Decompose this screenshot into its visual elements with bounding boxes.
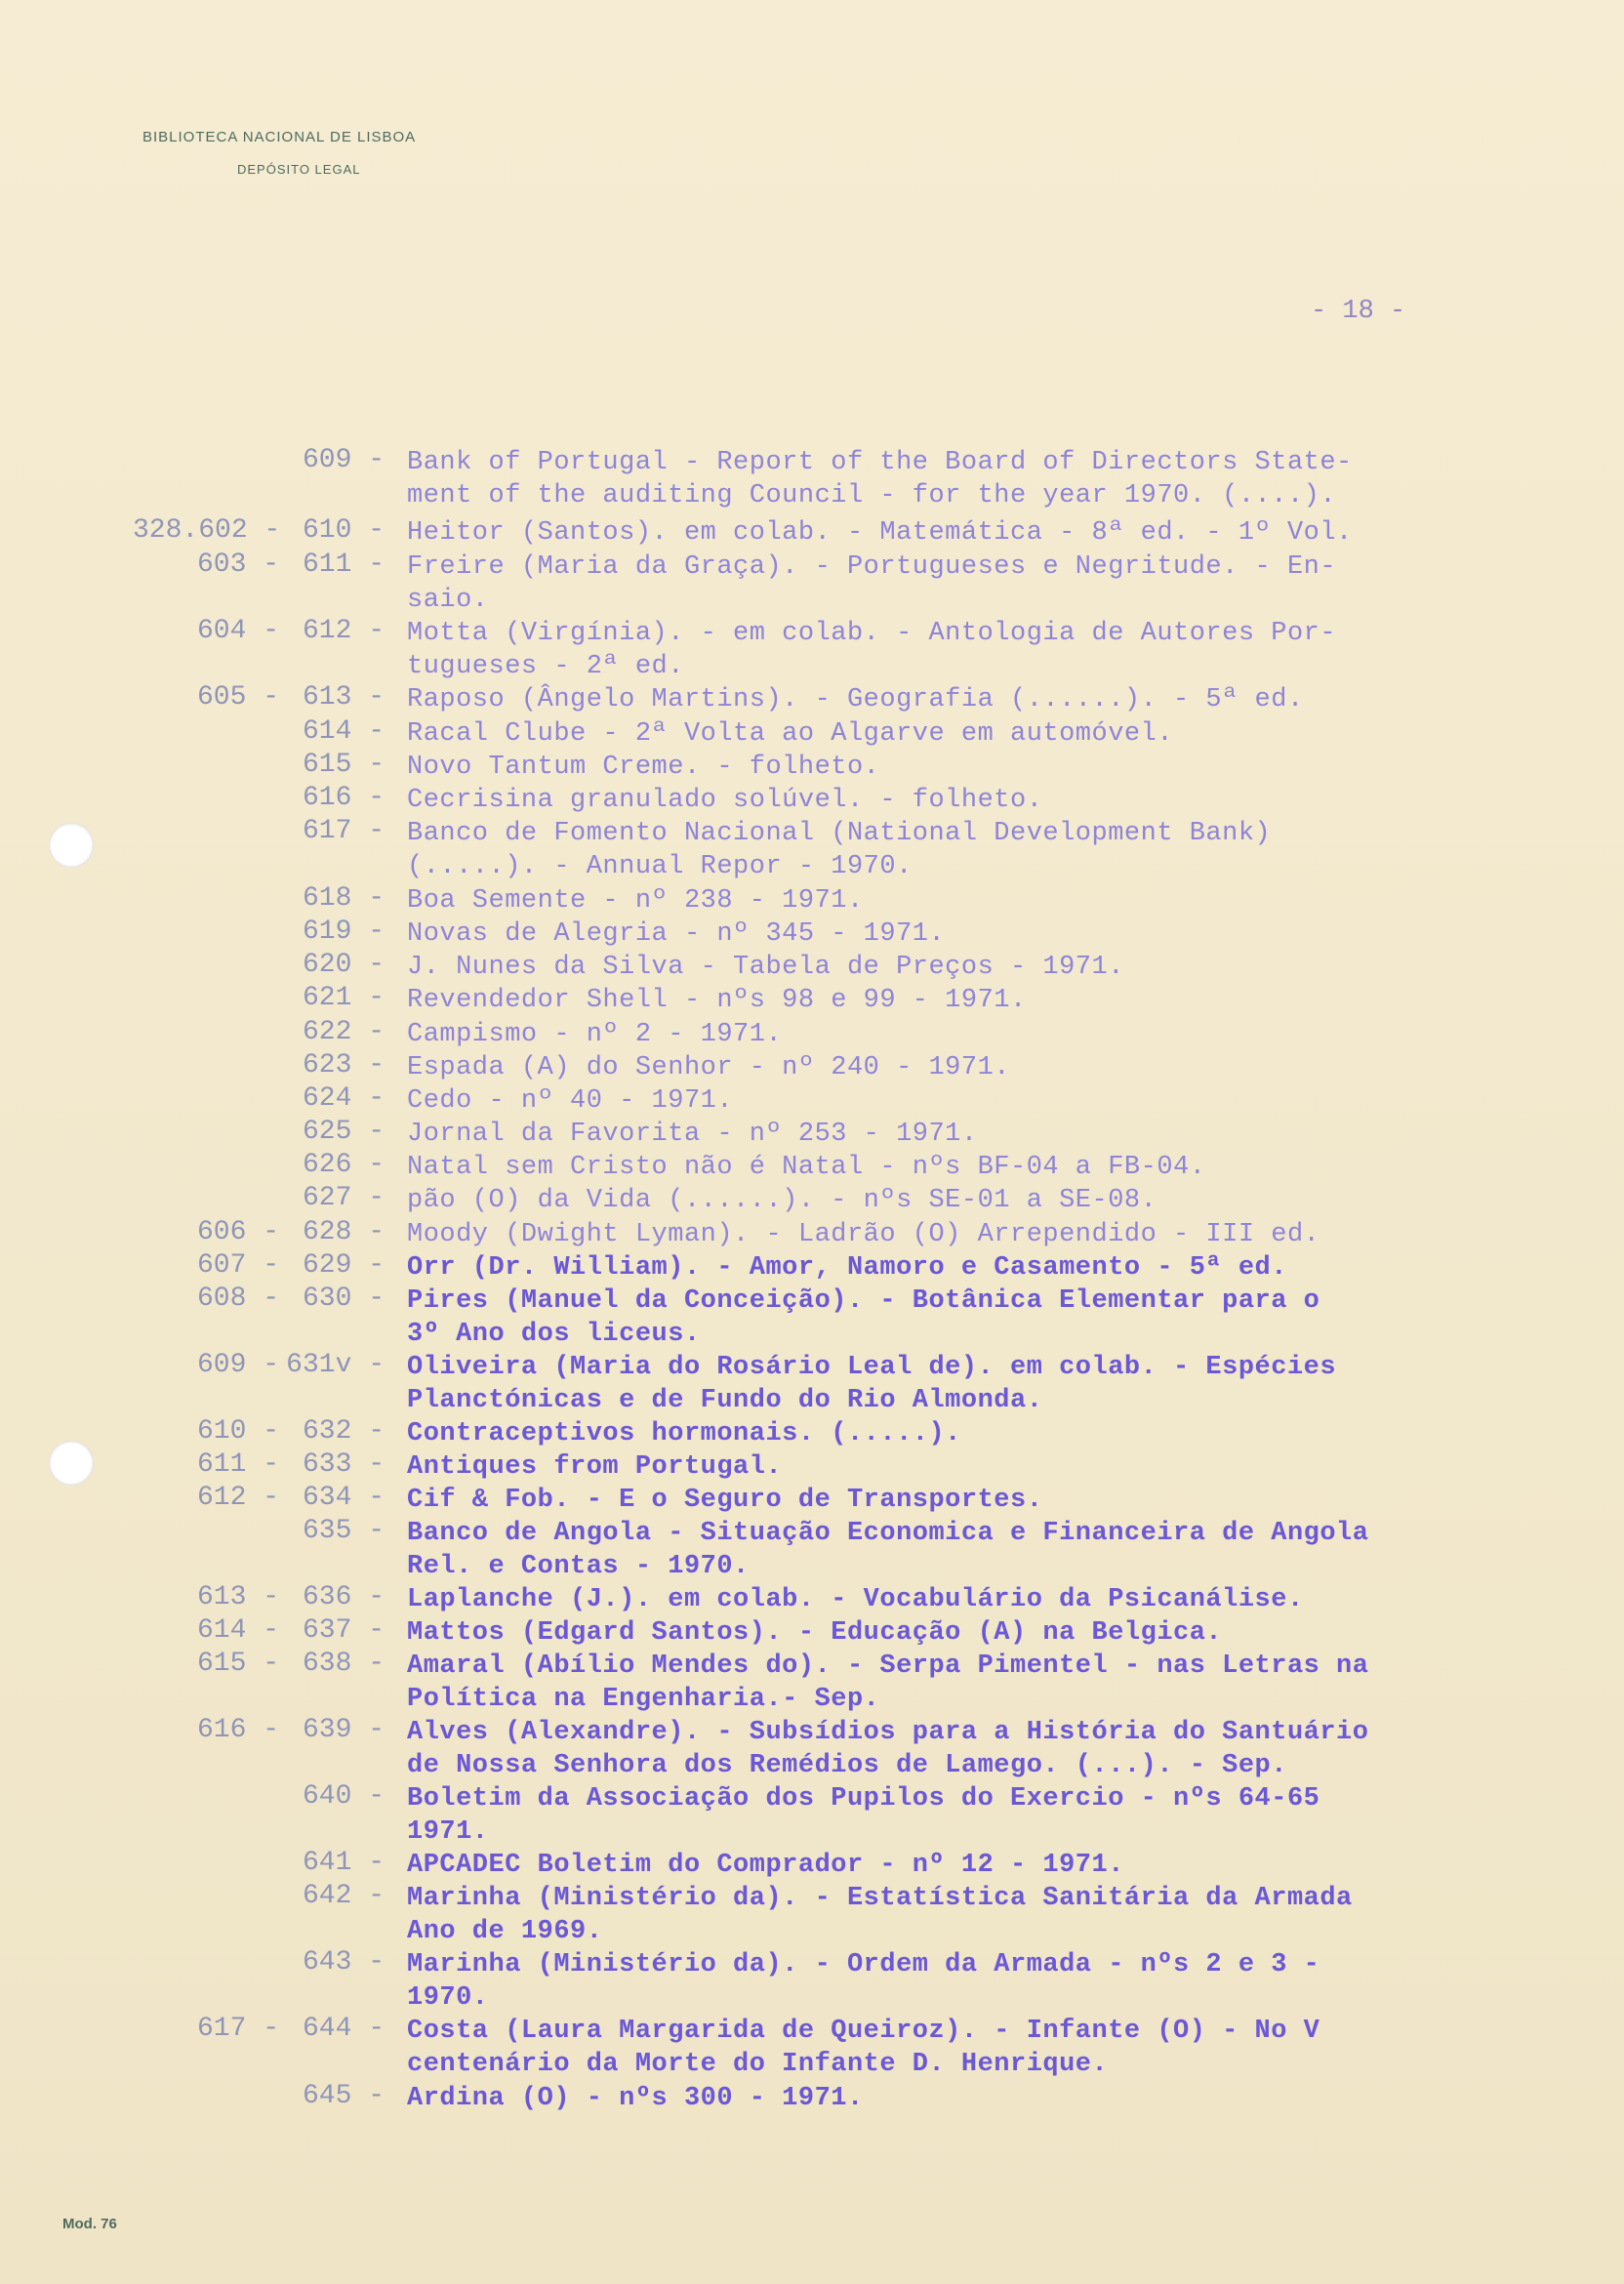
entry-text-line: de Nossa Senhora dos Remédios de Lamego. (...). - Sep. bbox=[407, 1751, 1287, 1780]
entry-text-line: Cif & Fob. - E o Seguro de Transportes. bbox=[407, 1486, 1043, 1515]
old-register-number: 605 - bbox=[133, 682, 279, 713]
entry-number: 619 - bbox=[277, 917, 385, 947]
catalog-entry bbox=[0, 1017, 1624, 1050]
entry-number: 638 - bbox=[277, 1649, 385, 1679]
old-register-number: 615 - bbox=[133, 1649, 279, 1679]
entry-text-line: Boletim da Associação dos Pupilos do Exercio - nºs 64-65 bbox=[407, 1784, 1320, 1814]
entry-text-line: Mattos (Edgard Santos). - Educação (A) na Belgica. bbox=[407, 1618, 1223, 1648]
entry-number: 644 - bbox=[277, 2014, 385, 2044]
entry-text-line: Pires (Manuel da Conceição). - Botânica Elementar para o bbox=[407, 1286, 1320, 1316]
entry-number: 623 - bbox=[277, 1050, 385, 1081]
entry-text-line: Ardina (O) - nºs 300 - 1971. bbox=[407, 2084, 864, 2113]
entry-text-line: Costa (Laura Margarida de Queiroz). - Infante (O) - No V bbox=[407, 2017, 1320, 2046]
page-number: - 18 - bbox=[1311, 297, 1406, 326]
catalog-entry bbox=[0, 1715, 1624, 1781]
catalog-entry bbox=[0, 2014, 1624, 2080]
entry-number: 612 - bbox=[277, 616, 385, 646]
catalog-entry bbox=[0, 1217, 1624, 1250]
entry-number: 631v - bbox=[277, 1350, 385, 1380]
entry-text-line: Bank of Portugal - Report of the Board of Directors State- bbox=[407, 448, 1353, 477]
department-name: DEPÓSITO LEGAL bbox=[237, 162, 361, 177]
entry-number: 633 - bbox=[277, 1449, 385, 1480]
catalog-entry bbox=[0, 682, 1624, 715]
catalog-entry bbox=[0, 816, 1624, 882]
catalog-entry bbox=[0, 1848, 1624, 1881]
old-register-number: 613 - bbox=[133, 1582, 279, 1612]
institution-name: BIBLIOTECA NACIONAL DE LISBOA bbox=[142, 129, 417, 145]
entry-number: 613 - bbox=[277, 682, 385, 713]
old-register-number: 612 - bbox=[133, 1483, 279, 1513]
entry-text-line: Racal Clube - 2ª Volta ao Algarve em automóvel. bbox=[407, 719, 1174, 749]
form-code: Mod. 76 bbox=[62, 2216, 117, 2232]
entry-text-line: Amaral (Abílio Mendes do). - Serpa Pimentel - nas Letras na bbox=[407, 1652, 1369, 1681]
entry-text-line: Cedo - nº 40 - 1971. bbox=[407, 1086, 734, 1116]
entry-text-line: Marinha (Ministério da). - Estatística Sanitária da Armada bbox=[407, 1884, 1353, 1913]
entry-text-line: Alves (Alexandre). - Subsídios para a História do Santuário bbox=[407, 1718, 1369, 1747]
entry-number: 616 - bbox=[277, 783, 385, 813]
entry-number: 617 - bbox=[277, 816, 385, 846]
catalog-entry bbox=[0, 1582, 1624, 1615]
catalog-entry bbox=[0, 1947, 1624, 2014]
catalog-entry bbox=[0, 1781, 1624, 1848]
entry-number: 645 - bbox=[277, 2081, 385, 2111]
entry-text-line: Rel. e Contas - 1970. bbox=[407, 1552, 750, 1581]
catalog-entry bbox=[0, 1117, 1624, 1150]
catalog-entry bbox=[0, 1150, 1624, 1183]
entry-number: 630 - bbox=[277, 1284, 385, 1314]
entry-text-line: J. Nunes da Silva - Tabela de Preços - 1971. bbox=[407, 953, 1124, 982]
entry-number: 626 - bbox=[277, 1150, 385, 1180]
entry-text-line: Banco de Angola - Situação Economica e Financeira de Angola bbox=[407, 1519, 1369, 1548]
catalog-entry bbox=[0, 1350, 1624, 1416]
entry-number: 629 - bbox=[277, 1250, 385, 1281]
old-register-number: 611 - bbox=[133, 1449, 279, 1480]
entry-text-line: 1970. bbox=[407, 1983, 489, 2013]
entry-text-line: centenário da Morte do Infante D. Henrique. bbox=[407, 2050, 1109, 2079]
entry-text-line: Boa Semente - nº 238 - 1971. bbox=[407, 886, 864, 916]
entry-number: 622 - bbox=[277, 1017, 385, 1047]
entry-text-line: Banco de Fomento Nacional (National Development Bank) bbox=[407, 819, 1272, 848]
entry-number: 627 - bbox=[277, 1183, 385, 1213]
entry-text-line: Antiques from Portugal. bbox=[407, 1452, 783, 1482]
catalog-entry bbox=[0, 1083, 1624, 1117]
entry-number: 643 - bbox=[277, 1947, 385, 1978]
old-register-number: 328.602 - bbox=[133, 515, 279, 546]
old-register-number: 607 - bbox=[133, 1250, 279, 1281]
catalog-entry bbox=[0, 983, 1624, 1016]
catalog-entry bbox=[0, 1250, 1624, 1284]
entry-text-line: Freire (Maria da Graça). - Portugueses e Negritude. - En- bbox=[407, 552, 1337, 582]
entry-number: 636 - bbox=[277, 1582, 385, 1612]
entry-text-line: Espada (A) do Senhor - nº 240 - 1971. bbox=[407, 1053, 1010, 1082]
entry-text-line: Novo Tantum Creme. - folheto. bbox=[407, 753, 880, 782]
entry-number: 621 - bbox=[277, 983, 385, 1013]
catalog-entry bbox=[0, 1050, 1624, 1083]
entry-text-line: Laplanche (J.). em colab. - Vocabulário da Psicanálise. bbox=[407, 1585, 1304, 1614]
entry-text-line: APCADEC Boletim do Comprador - nº 12 - 1971. bbox=[407, 1851, 1124, 1880]
entry-text-line: Planctónicas e de Fundo do Rio Almonda. bbox=[407, 1386, 1043, 1415]
old-register-number: 606 - bbox=[133, 1217, 279, 1247]
entry-text-line: Novas de Alegria - nº 345 - 1971. bbox=[407, 919, 946, 949]
entry-number: 634 - bbox=[277, 1483, 385, 1513]
catalog-entry bbox=[0, 1416, 1624, 1449]
entry-text-line: Natal sem Cristo não é Natal - nºs BF-04 a FB-04. bbox=[407, 1153, 1206, 1182]
entry-number: 639 - bbox=[277, 1715, 385, 1745]
entry-text-line: 1971. bbox=[407, 1817, 489, 1847]
old-register-number: 603 - bbox=[133, 550, 279, 580]
entry-text-line: Moody (Dwight Lyman). - Ladrão (O) Arrependido - III ed. bbox=[407, 1220, 1320, 1249]
entry-text-line: Política na Engenharia.- Sep. bbox=[407, 1685, 880, 1714]
catalog-entry bbox=[0, 2081, 1624, 2114]
entry-number: 618 - bbox=[277, 883, 385, 914]
catalog-entry bbox=[0, 783, 1624, 816]
entry-number: 640 - bbox=[277, 1781, 385, 1812]
entry-text-line: Marinha (Ministério da). - Ordem da Armada - nºs 2 e 3 - bbox=[407, 1950, 1320, 1979]
entry-text-line: Campismo - nº 2 - 1971. bbox=[407, 1020, 783, 1049]
entry-number: 628 - bbox=[277, 1217, 385, 1247]
catalog-entry bbox=[0, 750, 1624, 783]
catalog-entry bbox=[0, 716, 1624, 750]
entry-text-line: Contraceptivos hormonais. (.....). bbox=[407, 1419, 961, 1448]
catalog-entry bbox=[0, 917, 1624, 950]
old-register-number: 610 - bbox=[133, 1416, 279, 1447]
entry-text-line: (.....). - Annual Repor - 1970. bbox=[407, 852, 913, 881]
entry-number: 611 - bbox=[277, 550, 385, 580]
entry-number: 614 - bbox=[277, 716, 385, 747]
catalog-entry bbox=[0, 550, 1624, 616]
catalog-entry bbox=[0, 1284, 1624, 1350]
entry-text-line: Ano de 1969. bbox=[407, 1917, 603, 1946]
entry-number: 609 - bbox=[277, 445, 385, 475]
old-register-number: 608 - bbox=[133, 1284, 279, 1314]
entry-text-line: Cecrisina granulado solúvel. - folheto. bbox=[407, 786, 1043, 815]
entry-text-line: Jornal da Favorita - nº 253 - 1971. bbox=[407, 1120, 978, 1149]
catalog-entry bbox=[0, 1649, 1624, 1715]
old-register-number: 617 - bbox=[133, 2014, 279, 2044]
entry-number: 637 - bbox=[277, 1615, 385, 1646]
old-register-number: 614 - bbox=[133, 1615, 279, 1646]
catalog-entry bbox=[0, 1183, 1624, 1216]
catalog-entry bbox=[0, 1615, 1624, 1649]
entry-text-line: Oliveira (Maria do Rosário Leal de). em colab. - Espécies bbox=[407, 1353, 1337, 1382]
catalog-entry bbox=[0, 1516, 1624, 1582]
entry-number: 615 - bbox=[277, 750, 385, 780]
entry-number: 620 - bbox=[277, 950, 385, 980]
catalog-entry bbox=[0, 445, 1624, 511]
entry-text-line: Revendedor Shell - nºs 98 e 99 - 1971. bbox=[407, 986, 1027, 1015]
entry-text-line: Heitor (Santos). em colab. - Matemática - 8ª ed. - 1º Vol. bbox=[407, 518, 1353, 548]
entry-number: 641 - bbox=[277, 1848, 385, 1878]
catalog-entry bbox=[0, 950, 1624, 983]
catalog-entry bbox=[0, 1881, 1624, 1947]
catalog-entry bbox=[0, 1483, 1624, 1516]
old-register-number: 604 - bbox=[133, 616, 279, 646]
entry-text-line: Orr (Dr. William). - Amor, Namoro e Casamento - 5ª ed. bbox=[407, 1253, 1287, 1283]
old-register-number: 609 - bbox=[133, 1350, 279, 1380]
entry-text-line: tugueses - 2ª ed. bbox=[407, 652, 684, 681]
catalog-entry bbox=[0, 515, 1624, 549]
entry-text-line: ment of the auditing Council - for the year 1970. (....). bbox=[407, 481, 1337, 510]
entry-number: 610 - bbox=[277, 515, 385, 546]
entry-text-line: 3º Ano dos liceus. bbox=[407, 1320, 701, 1349]
old-register-number: 616 - bbox=[133, 1715, 279, 1745]
entry-number: 642 - bbox=[277, 1881, 385, 1911]
entry-number: 635 - bbox=[277, 1516, 385, 1546]
catalog-entry bbox=[0, 1449, 1624, 1483]
entry-text-line: pão (O) da Vida (......). - nºs SE-01 a SE-08. bbox=[407, 1186, 1157, 1215]
entry-text-line: saio. bbox=[407, 586, 489, 615]
entry-number: 625 - bbox=[277, 1117, 385, 1147]
catalog-entry bbox=[0, 616, 1624, 682]
entry-text-line: Motta (Virgínia). - em colab. - Antologia de Autores Por- bbox=[407, 619, 1337, 648]
entry-text-line: Raposo (Ângelo Martins). - Geografia (......). - 5ª ed. bbox=[407, 685, 1304, 714]
entry-number: 632 - bbox=[277, 1416, 385, 1447]
entry-number: 624 - bbox=[277, 1083, 385, 1114]
catalog-entry bbox=[0, 883, 1624, 917]
